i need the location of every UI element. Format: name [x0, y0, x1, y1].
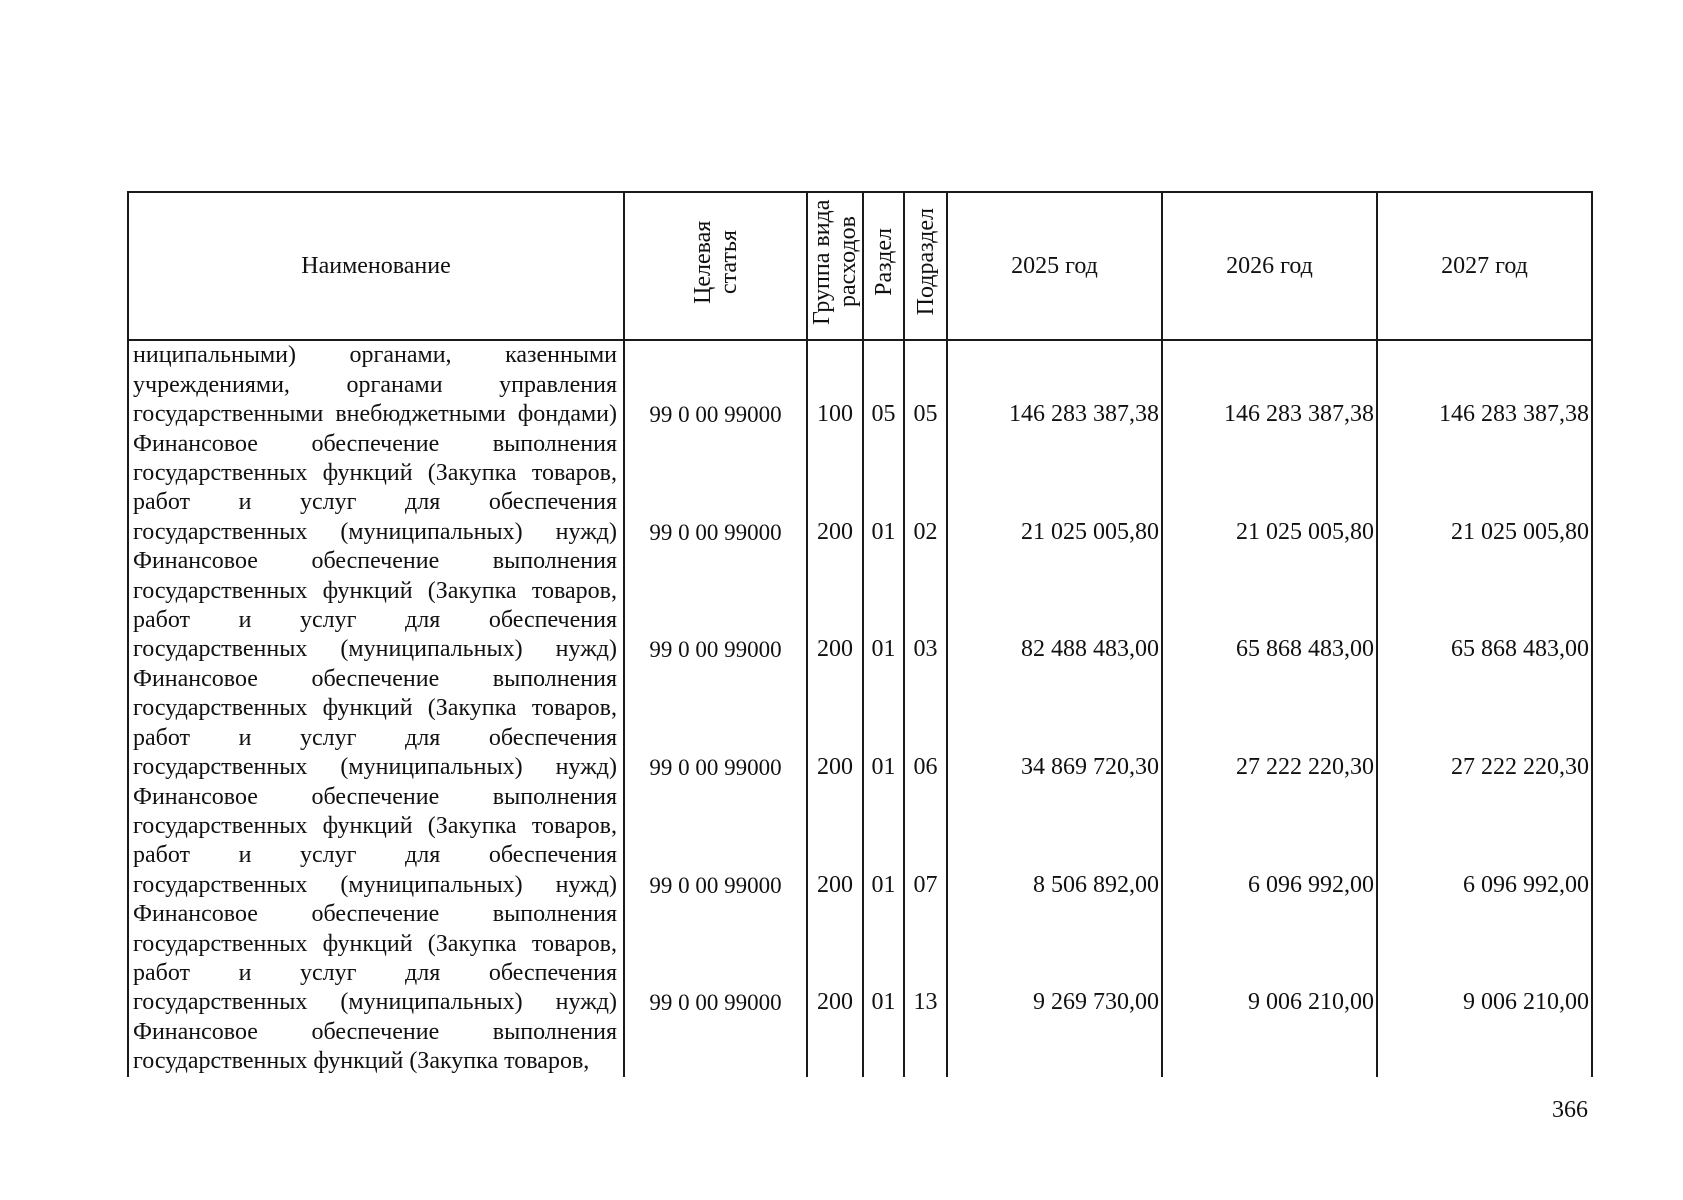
header-2026: 2026 год [1162, 192, 1377, 340]
row-section: 01 [863, 547, 904, 665]
table-row [128, 783, 1592, 901]
row-amount-2025 [947, 1018, 1162, 1077]
row-amount-2026: 146 283 387,38 [1162, 340, 1377, 429]
table-row [128, 1018, 1592, 1077]
row-amount-2025: 8 506 892,00 [947, 783, 1162, 901]
row-expense-group: 200 [807, 900, 863, 1018]
row-section: 01 [863, 665, 904, 783]
header-subsection: Подраздел [904, 192, 947, 340]
row-target-article [624, 1018, 807, 1077]
row-expense-group: 200 [807, 547, 863, 665]
row-amount-2027: 27 222 220,30 [1377, 665, 1592, 783]
row-target-article: 99 0 00 99000 [624, 430, 807, 548]
row-section [863, 1018, 904, 1077]
row-target-article: 99 0 00 99000 [624, 665, 807, 783]
row-name: Финансовое обеспечение выполнения государственных функций (Закупка товаров, работ и услуг для обеспечения государственных (муниципальных) нужд) [128, 665, 624, 783]
header-2027: 2027 год [1377, 192, 1592, 340]
row-subsection: 03 [904, 547, 947, 665]
row-amount-2025: 21 025 005,80 [947, 430, 1162, 548]
row-amount-2026: 27 222 220,30 [1162, 665, 1377, 783]
table-row [128, 547, 1592, 665]
table-header-row [128, 192, 1592, 340]
row-subsection: 07 [904, 783, 947, 901]
row-amount-2026: 9 006 210,00 [1162, 900, 1377, 1018]
row-amount-2027 [1377, 1018, 1592, 1077]
header-2025: 2025 год [947, 192, 1162, 340]
row-expense-group: 200 [807, 665, 863, 783]
row-target-article: 99 0 00 99000 [624, 783, 807, 901]
row-subsection: 06 [904, 665, 947, 783]
row-name: ниципальными) органами, казенными учреждениями, органами управления государственными внебюджетными фондами) [128, 340, 624, 429]
row-amount-2027: 21 025 005,80 [1377, 430, 1592, 548]
row-amount-2027: 6 096 992,00 [1377, 783, 1592, 901]
row-expense-group [807, 1018, 863, 1077]
row-amount-2025: 146 283 387,38 [947, 340, 1162, 429]
row-expense-group: 200 [807, 430, 863, 548]
row-amount-2027: 65 868 483,00 [1377, 547, 1592, 665]
page-number: 366 [1552, 1097, 1588, 1123]
row-section: 05 [863, 340, 904, 429]
header-target-article: Целевая статья [624, 192, 807, 340]
table-row [128, 900, 1592, 1018]
row-name: Финансовое обеспечение выполнения государственных функций (Закупка товаров, работ и услуг для обеспечения государственных (муниципальных) нужд) [128, 430, 624, 548]
row-expense-group: 100 [807, 340, 863, 429]
row-section: 01 [863, 900, 904, 1018]
row-subsection: 05 [904, 340, 947, 429]
row-expense-group: 200 [807, 783, 863, 901]
row-target-article: 99 0 00 99000 [624, 547, 807, 665]
row-amount-2026: 65 868 483,00 [1162, 547, 1377, 665]
row-subsection [904, 1018, 947, 1077]
row-target-article: 99 0 00 99000 [624, 340, 807, 429]
row-subsection: 02 [904, 430, 947, 548]
row-amount-2025: 82 488 483,00 [947, 547, 1162, 665]
row-name: Финансовое обеспечение выполнения государственных функций (Закупка товаров, работ и услуг для обеспечения государственных (муниципальных) нужд) [128, 783, 624, 901]
budget-table-page [127, 191, 1591, 1075]
row-section: 01 [863, 783, 904, 901]
table-row [128, 430, 1592, 548]
header-expense-group: Группа вида расходов [807, 192, 863, 340]
budget-table [127, 191, 1593, 1077]
row-section: 01 [863, 430, 904, 548]
row-name: Финансовое обеспечение выполнения государственных функций (Закупка товаров, работ и услуг для обеспечения государственных (муниципальных) нужд) [128, 547, 624, 665]
row-target-article: 99 0 00 99000 [624, 900, 807, 1018]
header-section: Раздел [863, 192, 904, 340]
header-name: Наименование [128, 192, 624, 340]
row-name: Финансовое обеспечение выполнения государственных функций (Закупка товаров, работ и услуг для обеспечения государственных (муниципальных) нужд) [128, 900, 624, 1018]
row-amount-2025: 34 869 720,30 [947, 665, 1162, 783]
row-name: Финансовое обеспечение выполнения государственных функций (Закупка товаров, [128, 1018, 624, 1077]
row-amount-2026: 6 096 992,00 [1162, 783, 1377, 901]
row-subsection: 13 [904, 900, 947, 1018]
row-amount-2026 [1162, 1018, 1377, 1077]
row-amount-2027: 9 006 210,00 [1377, 900, 1592, 1018]
row-amount-2026: 21 025 005,80 [1162, 430, 1377, 548]
table-row [128, 340, 1592, 429]
table-row [128, 665, 1592, 783]
row-amount-2025: 9 269 730,00 [947, 900, 1162, 1018]
row-amount-2027: 146 283 387,38 [1377, 340, 1592, 429]
